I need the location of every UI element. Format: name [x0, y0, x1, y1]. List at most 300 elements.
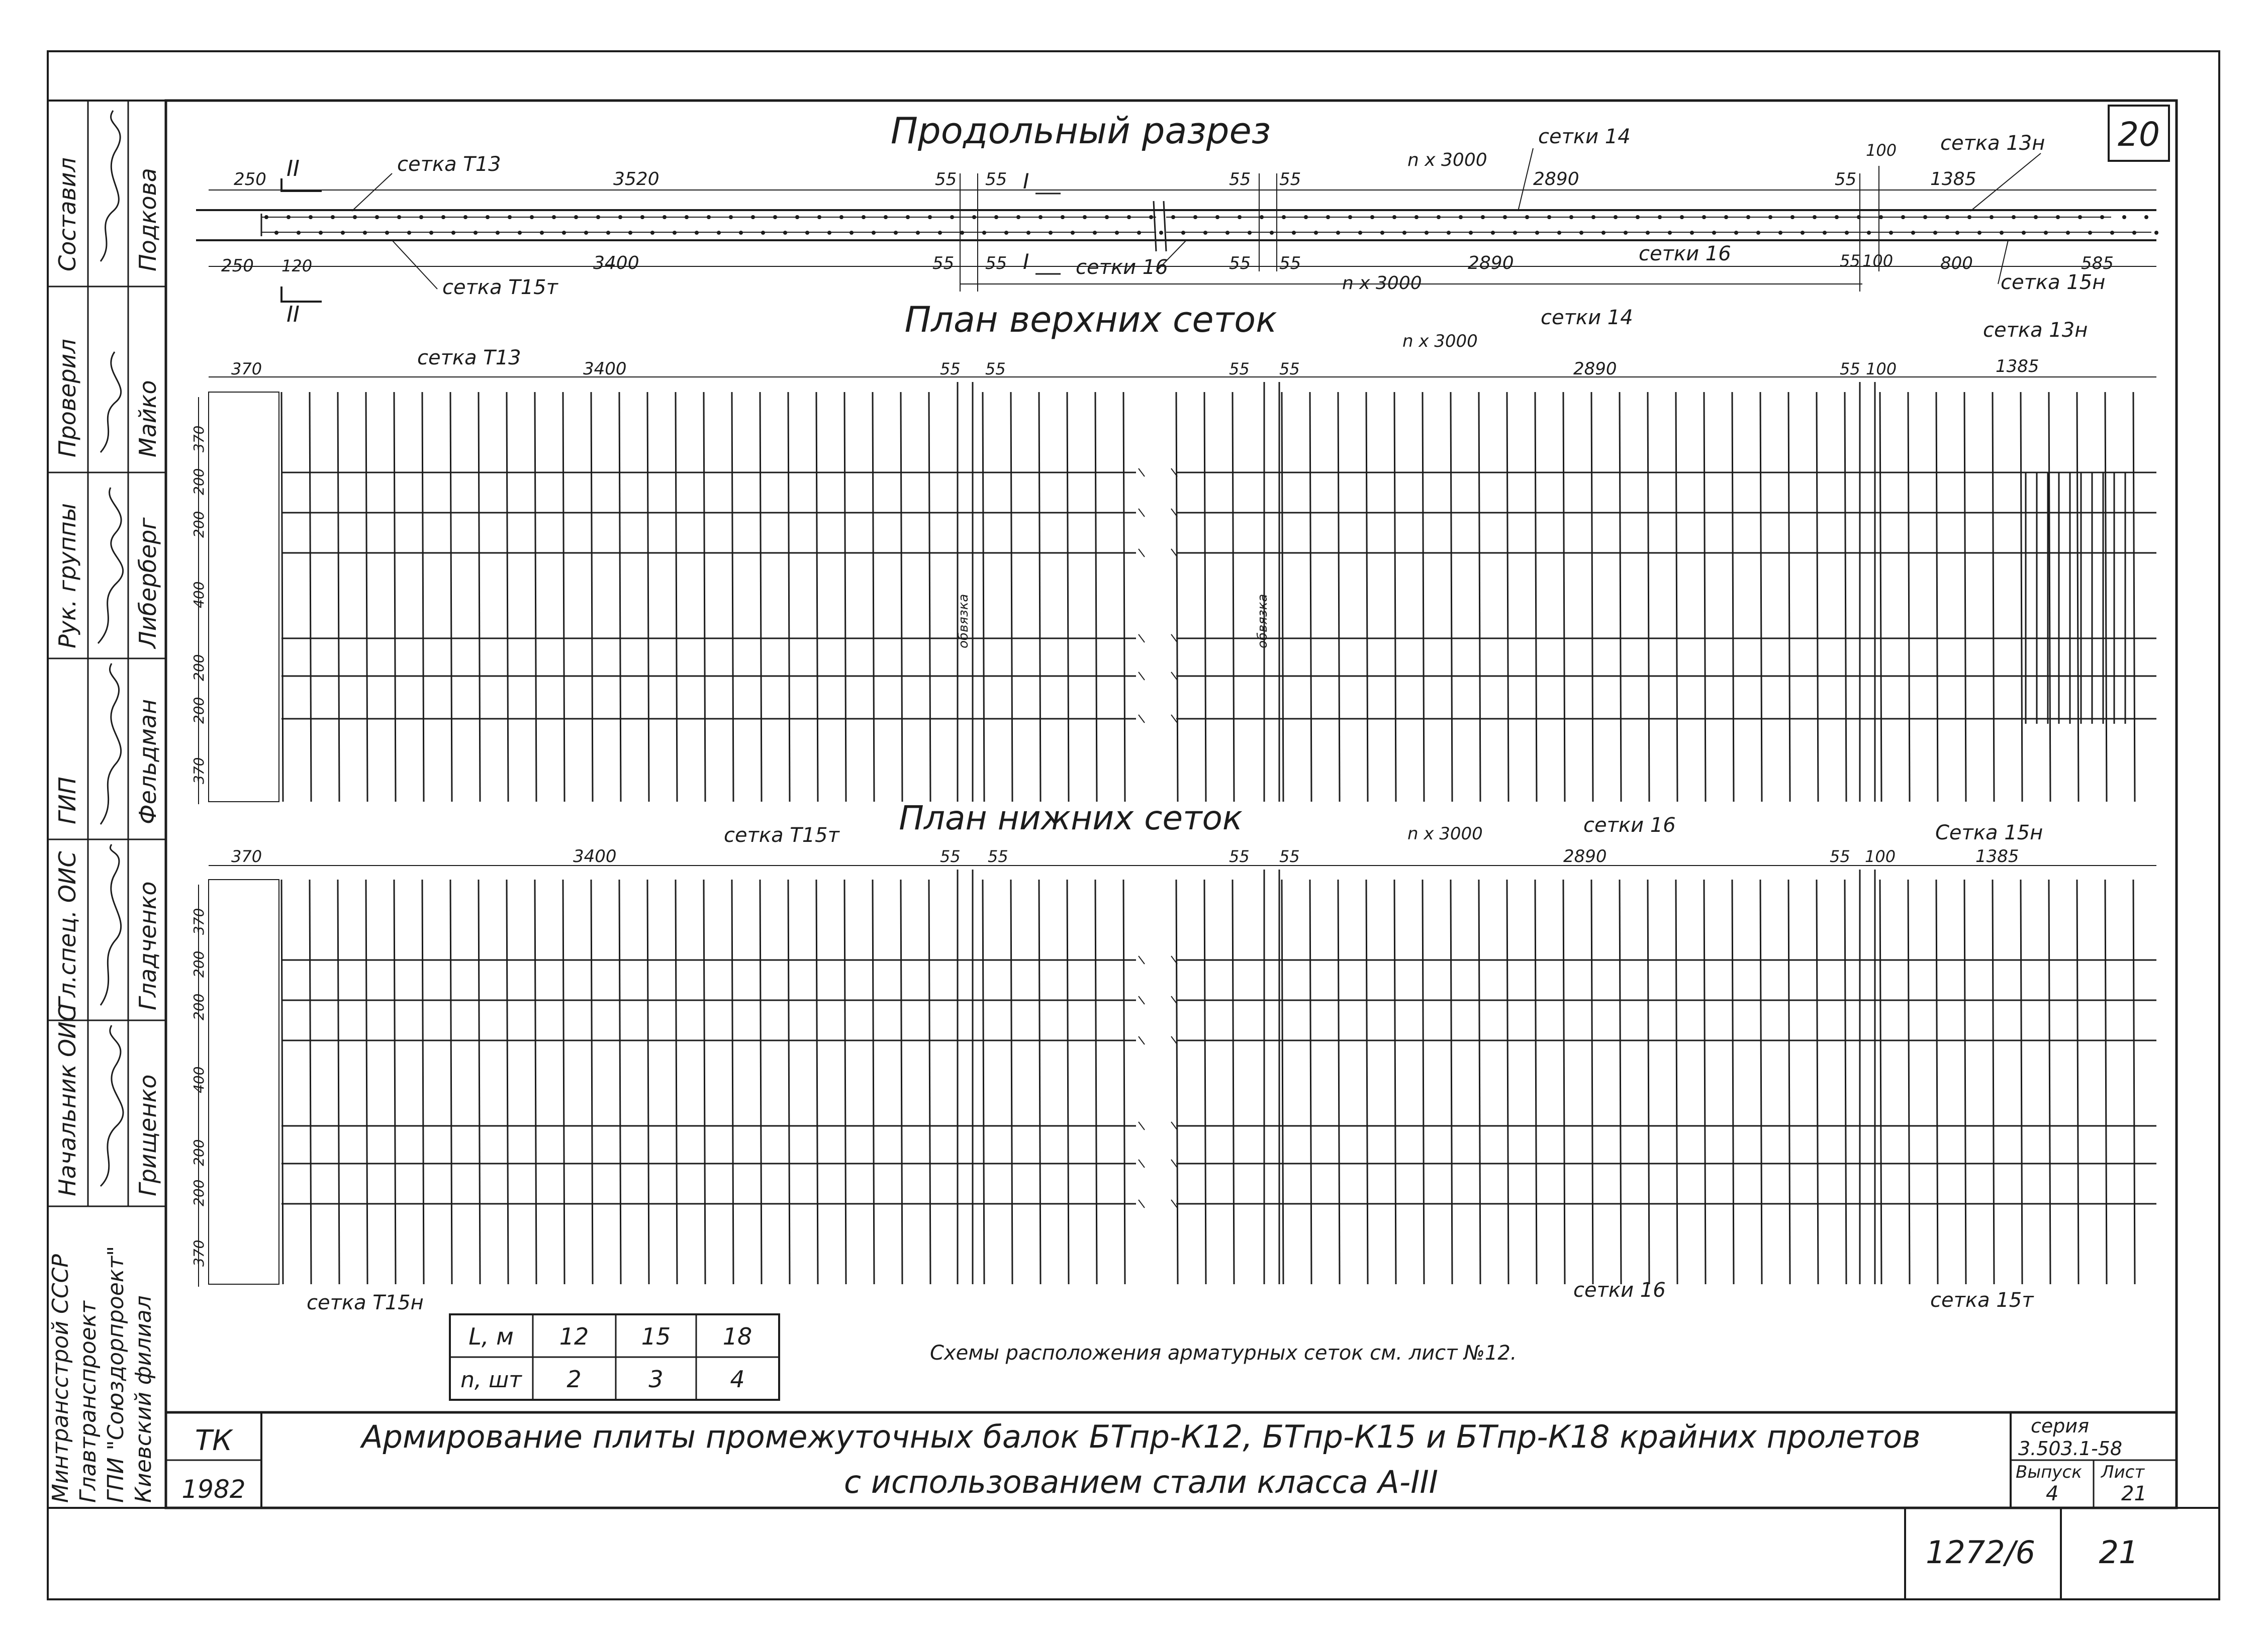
transverse-bar: [1620, 392, 1621, 802]
bottom-bar-dot: [562, 231, 566, 235]
top-bar-dot: [1503, 215, 1507, 219]
bot-below-15t-label: сетка 15т: [1930, 1289, 2034, 1312]
transverse-bar: [1176, 880, 1178, 1284]
long-bot-dim-585: 585: [2081, 253, 2114, 273]
transverse-bar: [281, 392, 283, 802]
bottom-bar-dot: [2022, 231, 2026, 235]
transverse-bar: [310, 392, 311, 802]
bottom-bar-dot: [1358, 231, 1362, 235]
bot-below-t15n-label: сетка Т15н: [307, 1291, 424, 1314]
bottom-bar-dot: [938, 231, 942, 235]
longitudinal-section: [196, 110, 2158, 327]
top-bar-dot: [2056, 215, 2060, 219]
transverse-bar: [901, 392, 902, 802]
bottom-mesh-plan: [191, 799, 2156, 1314]
long-top-dim-3520: 3520: [613, 169, 659, 189]
top-bar-dot: [1171, 215, 1175, 219]
transverse-bar: [535, 392, 536, 802]
bottom-bar-dot: [1955, 231, 1959, 235]
long-mesh-14-label: сетки 14: [1538, 125, 1631, 148]
bot-dim-370: 370: [231, 847, 262, 866]
top-bar-dot: [441, 215, 445, 219]
bot-side-dim-7: 370: [191, 1239, 207, 1267]
transverse-bar: [1176, 392, 1178, 802]
transverse-bar: [1394, 392, 1396, 802]
top-mesh-plan: [191, 299, 2156, 804]
top-bar-dot: [1304, 215, 1308, 219]
transverse-bar: [1880, 392, 1881, 802]
transverse-bar: [450, 392, 452, 802]
long-bot-dim-120: 120: [281, 256, 313, 275]
bottom-plan-title: План нижних сеток: [899, 799, 1243, 837]
long-bot-dim-3400: 3400: [593, 253, 639, 273]
top-dim-55e: 55: [1840, 359, 1860, 378]
transverse-bar: [788, 880, 790, 1284]
bottom-bar-dot: [584, 231, 588, 235]
top-bar-dot: [1879, 215, 1883, 219]
bot-dim-3400: 3400: [573, 846, 617, 867]
stamp-name-3: Либерберг: [134, 517, 161, 648]
transverse-bar: [2077, 392, 2078, 802]
sheet-value: 21: [2121, 1482, 2147, 1505]
transverse-bar: [704, 880, 705, 1284]
transverse-bar: [1123, 392, 1125, 802]
top-bar-dot: [1193, 215, 1197, 219]
bottom-bar-dot: [1646, 231, 1650, 235]
transverse-bar: [844, 392, 846, 802]
top-mesh-grid: [209, 382, 2156, 802]
transverse-bar: [366, 880, 367, 1284]
bottom-bar-dot: [1402, 231, 1406, 235]
transverse-bar: [394, 392, 396, 802]
transverse-bar: [1095, 880, 1097, 1284]
top-bar-dot: [1437, 215, 1441, 219]
top-bar-dot: [2034, 215, 2038, 219]
title-year: 1982: [181, 1475, 246, 1504]
top-bar-dot: [353, 215, 357, 219]
bottom-bar-dot: [1624, 231, 1628, 235]
long-top-dim-nx3000: n x 3000: [1407, 150, 1487, 170]
transverse-bar: [1507, 392, 1508, 802]
transverse-bar: [1817, 880, 1818, 1284]
bottom-bar-dot: [606, 231, 610, 235]
bottom-bar-dot: [1734, 231, 1738, 235]
bar-break-mark: [1139, 1036, 1177, 1044]
bottom-bar-dot: [717, 231, 721, 235]
bar-break-mark: [1139, 1200, 1177, 1208]
transverse-bar: [2021, 880, 2022, 1284]
transverse-bar: [479, 392, 480, 802]
bottom-bar-dot: [761, 231, 765, 235]
bottom-bar-dot: [1535, 231, 1539, 235]
top-bar-dot: [817, 215, 821, 219]
transverse-bar: [1845, 880, 1846, 1284]
transverse-bar: [1676, 392, 1677, 802]
bot-side-dim-3: 200: [191, 993, 207, 1020]
transverse-bar: [1067, 880, 1069, 1284]
transverse-bar: [676, 880, 677, 1284]
top-mesh-t13-label: сетка Т13: [417, 346, 521, 369]
transverse-bar: [338, 392, 339, 802]
bottom-bar-dot: [1712, 231, 1716, 235]
transverse-bar: [2133, 392, 2135, 802]
table-r1-c3: 15: [641, 1323, 671, 1350]
transverse-bar: [1423, 880, 1424, 1284]
bottom-bar-dot: [1911, 231, 1915, 235]
transverse-bar: [479, 880, 480, 1284]
top-bar-dot: [1967, 215, 1971, 219]
top-bar-dot: [751, 215, 755, 219]
bot-dim-55d: 55: [1279, 847, 1300, 866]
transverse-bar: [1282, 392, 1283, 802]
bottom-bar-dot: [1093, 231, 1097, 235]
bottom-bar-dot: [1977, 231, 1981, 235]
bot-side-dim-6: 200: [191, 1179, 207, 1206]
transverse-bar: [1993, 392, 1994, 802]
bar-break-mark: [1139, 468, 1177, 476]
bottom-bar-dot: [496, 231, 500, 235]
top-dim-nx3000: n x 3000: [1402, 331, 1478, 351]
bottom-bar-dot: [849, 231, 854, 235]
bar-break-mark: [1139, 956, 1177, 964]
transverse-bar: [1676, 880, 1677, 1284]
bottom-bar-dot: [827, 231, 831, 235]
transverse-bar: [1451, 392, 1452, 802]
bottom-bar-dot: [872, 231, 876, 235]
edge-zone: [209, 880, 279, 1284]
approval-stamp: [48, 101, 166, 1503]
bot-mesh-t15-label: сетка Т15т: [724, 824, 839, 847]
top-bar-dot: [1260, 215, 1264, 219]
stamp-name-2: Майко: [134, 380, 161, 457]
top-bar-dot: [1901, 215, 1905, 219]
top-bar-dot: [685, 215, 689, 219]
top-bar-dot: [862, 215, 866, 219]
archive-number: 1272/6: [1925, 1534, 2036, 1571]
bottom-bar-dot: [1225, 231, 1230, 235]
transverse-bar: [1591, 392, 1593, 802]
bot-dim-nx3000: n x 3000: [1407, 824, 1483, 844]
long-bot-dim-nx3000: n x 3000: [1342, 273, 1422, 294]
bottom-bar-dot: [1270, 231, 1274, 235]
transverse-bar: [983, 392, 984, 802]
series-label: серия: [2031, 1415, 2089, 1437]
top-bar-dot: [1746, 215, 1750, 219]
long-top-dim-55b: 55: [985, 169, 1007, 189]
bottom-bar-dot: [1314, 231, 1318, 235]
top-bar-dot: [618, 215, 622, 219]
top-plan-title: План верхних сеток: [904, 299, 1277, 340]
top-bar-dot: [707, 215, 711, 219]
bottom-bar-dot: [1778, 231, 1782, 235]
top-side-dim-2: 200: [191, 468, 207, 495]
transverse-bar: [1394, 880, 1396, 1284]
transverse-bar: [2105, 880, 2107, 1284]
top-bar-dot: [1724, 215, 1728, 219]
transverse-bar: [1204, 880, 1206, 1284]
bottom-bar-dot: [1248, 231, 1252, 235]
transverse-bar: [1451, 880, 1452, 1284]
top-bar-dot: [729, 215, 733, 219]
transverse-bar: [1908, 392, 1910, 802]
transverse-bar: [732, 880, 733, 1284]
longitudinal-title: Продольный разрез: [890, 110, 1271, 152]
bottom-bar-dot: [1159, 231, 1163, 235]
bot-below-16-label: сетки 16: [1573, 1279, 1666, 1302]
bottom-bar-dot: [1336, 231, 1340, 235]
top-side-dim-3: 200: [191, 511, 207, 538]
transverse-bar: [366, 392, 367, 802]
top-side-dim-4: 400: [191, 581, 207, 608]
bot-dim-1385: 1385: [1975, 846, 2019, 867]
stamp-name-6: Грищенко: [134, 1074, 161, 1196]
top-bar-dot: [1813, 215, 1817, 219]
bottom-bar-dot: [1447, 231, 1451, 235]
top-overlap-label-1: обвязка: [956, 594, 971, 648]
transverse-bar: [1310, 880, 1311, 1284]
bottom-bar-dot: [297, 231, 301, 235]
top-bar-dot: [928, 215, 932, 219]
long-bot-dim-55d: 55: [1279, 253, 1301, 273]
title-code: ТК: [195, 1424, 232, 1457]
transverse-bar: [1011, 392, 1012, 802]
transverse-bar: [1936, 880, 1938, 1284]
bottom-bar-dot: [1690, 231, 1694, 235]
bottom-bar-dot: [363, 231, 367, 235]
transverse-bar: [591, 880, 593, 1284]
transverse-bar: [1760, 392, 1762, 802]
top-bar-dot: [1636, 215, 1640, 219]
bottom-bar-dot: [1137, 231, 1141, 235]
top-bar-dot: [2122, 215, 2126, 219]
top-dim-2890: 2890: [1573, 359, 1617, 379]
transverse-bar: [1507, 880, 1508, 1284]
transverse-bar: [1704, 880, 1706, 1284]
transverse-bar: [394, 880, 396, 1284]
transverse-bar: [1880, 880, 1881, 1284]
top-bar-dot: [1525, 215, 1529, 219]
transverse-bar: [338, 880, 339, 1284]
top-bar-dot: [508, 215, 512, 219]
transverse-bar: [1993, 880, 1994, 1284]
section-break: [1154, 201, 1166, 251]
sheet-label: Лист: [2101, 1462, 2145, 1482]
bottom-bar-dot: [274, 231, 278, 235]
long-top-dim-55a: 55: [935, 169, 957, 189]
bottom-bar-dot: [518, 231, 522, 235]
transverse-bar: [1817, 392, 1818, 802]
long-mesh-13n-label: сетка 13н: [1940, 132, 2045, 155]
top-bar-dot: [2144, 215, 2148, 219]
stamp-org-1: Минтрансстрой СССР: [48, 1254, 73, 1503]
transverse-bar: [1366, 880, 1368, 1284]
stamp-role-6: Начальник ОИС: [54, 1005, 81, 1196]
top-bar-dot: [1414, 215, 1419, 219]
long-bot-dim-55e: 55: [1840, 251, 1860, 270]
bottom-bar-dot: [1049, 231, 1053, 235]
table-r1-c2: 12: [559, 1323, 589, 1350]
transverse-bar: [844, 880, 846, 1284]
bottom-bar-dot: [2154, 231, 2158, 235]
bottom-bar-dot: [1756, 231, 1760, 235]
top-bar-dot: [309, 215, 313, 219]
bottom-bar-dot: [1801, 231, 1805, 235]
issue-value: 4: [2046, 1482, 2059, 1505]
stamp-role-3: Рук. группы: [54, 503, 81, 648]
top-bar-dot: [1768, 215, 1772, 219]
bottom-bar-dot: [1933, 231, 1937, 235]
top-dim-370: 370: [231, 359, 262, 378]
transverse-bar: [816, 880, 818, 1284]
transverse-bar: [1563, 880, 1565, 1284]
top-bar-dot: [552, 215, 556, 219]
transverse-bar: [1620, 880, 1621, 1284]
top-bar-dot: [1547, 215, 1551, 219]
stamp-signature-5: [101, 844, 121, 1005]
transverse-bar: [676, 392, 677, 802]
transverse-bar: [929, 880, 930, 1284]
transverse-bar: [873, 880, 874, 1284]
transverse-bar: [901, 880, 902, 1284]
long-bot-dim-100: 100: [1862, 251, 1894, 270]
stamp-signature-4: [101, 663, 121, 824]
top-bar-dot: [1392, 215, 1396, 219]
stamp-name-5: Гладченко: [134, 881, 161, 1010]
top-bar-dot: [906, 215, 910, 219]
top-side-dim-6: 200: [191, 697, 207, 724]
top-bar-dot: [1370, 215, 1374, 219]
long-bot-dim-250: 250: [221, 256, 254, 276]
bottom-bar-dot: [1513, 231, 1517, 235]
transverse-bar: [873, 392, 874, 802]
stamp-signature-6: [101, 1025, 123, 1186]
transverse-bar: [1233, 880, 1234, 1284]
top-bar-dot: [419, 215, 423, 219]
top-bar-dot: [994, 215, 998, 219]
transverse-bar: [281, 880, 283, 1284]
top-bar-dot: [1680, 215, 1684, 219]
transverse-bar: [647, 392, 649, 802]
bottom-bar-dot: [894, 231, 898, 235]
bottom-bar-dot: [1668, 231, 1672, 235]
cut-mark-i-top: I: [1023, 169, 1029, 194]
long-mesh-t15-label: сетка Т15т: [442, 276, 558, 299]
top-bar-dot: [1038, 215, 1043, 219]
long-bot-dim-800: 800: [1940, 253, 1973, 273]
transverse-bar: [1704, 392, 1706, 802]
transverse-bar: [929, 392, 930, 802]
top-bar-dot: [839, 215, 843, 219]
top-bar-dot: [640, 215, 644, 219]
transverse-bar: [1011, 880, 1012, 1284]
transverse-bar: [816, 392, 818, 802]
top-bar-dot: [2100, 215, 2104, 219]
bottom-bar-dot: [1601, 231, 1605, 235]
bottom-bar-dot: [1181, 231, 1185, 235]
top-dim-100: 100: [1866, 359, 1897, 378]
transverse-bar: [422, 392, 424, 802]
bottom-bar-dot: [1557, 231, 1561, 235]
bottom-bar-dot: [2044, 231, 2048, 235]
top-side-dim-1: 370: [191, 425, 207, 452]
transverse-bar: [1535, 392, 1537, 802]
top-bar-dot: [1016, 215, 1020, 219]
table-r2-c2: 2: [566, 1366, 582, 1393]
transverse-bar: [1338, 880, 1340, 1284]
transverse-bar: [1732, 392, 1734, 802]
table-r1-c4: 18: [722, 1323, 752, 1350]
top-bar-dot: [2078, 215, 2082, 219]
series-value: 3.503.1-58: [2018, 1438, 2123, 1460]
long-mesh-15n-label: сетка 15н: [2001, 271, 2106, 294]
issue-label: Выпуск: [2016, 1462, 2082, 1482]
top-overlap-label-2: обвязка: [1255, 594, 1270, 648]
stamp-role-5: Гл.спец. ОИС: [54, 851, 81, 1010]
bottom-bar-dot: [1115, 231, 1119, 235]
top-bar-dot: [530, 215, 534, 219]
title-block: [48, 1412, 2219, 1599]
top-bar-dot: [1591, 215, 1595, 219]
bot-dim-55a: 55: [940, 847, 961, 866]
bar-break-mark: [1139, 1160, 1177, 1168]
top-bar-dot: [2012, 215, 2016, 219]
transverse-bar: [1563, 392, 1565, 802]
transverse-bar: [1095, 392, 1097, 802]
top-bar-dot: [287, 215, 291, 219]
transverse-bar: [1067, 392, 1069, 802]
long-top-dim-1385: 1385: [1930, 169, 1976, 189]
top-bar-dot: [1614, 215, 1618, 219]
transverse-bar: [1591, 880, 1593, 1284]
bottom-bar-dot: [1004, 231, 1008, 235]
bar-break-mark: [1139, 1122, 1177, 1130]
bottom-bar-dot: [429, 231, 433, 235]
bottom-mesh-grid: [209, 870, 2156, 1284]
stamp-name-1: Подкова: [134, 168, 161, 271]
top-bar-dot: [574, 215, 578, 219]
span-count-table: [450, 1314, 779, 1400]
top-dim-55d: 55: [1279, 359, 1300, 378]
top-bar-dot: [773, 215, 777, 219]
top-bar-dot: [1149, 215, 1153, 219]
transverse-bar: [760, 392, 762, 802]
transverse-bar: [732, 392, 733, 802]
transverse-bar: [591, 392, 593, 802]
top-bar-dot: [1061, 215, 1065, 219]
transverse-bar: [2105, 392, 2107, 802]
top-bar-dot: [795, 215, 799, 219]
bottom-bar-dot: [1867, 231, 1871, 235]
bottom-bar-dot: [739, 231, 743, 235]
top-bar-dot: [1215, 215, 1219, 219]
stamp-role-2: Проверил: [54, 339, 81, 457]
long-top-dim-250: 250: [234, 169, 266, 189]
bot-side-dim-2: 200: [191, 950, 207, 978]
mesh-layout-note: Схемы расположения арматурных сеток см. лист №12.: [930, 1342, 1517, 1365]
transverse-bar: [1936, 392, 1938, 802]
long-top-dim-55e: 55: [1835, 169, 1857, 189]
top-bar-dot: [1481, 215, 1485, 219]
bot-mesh-16-label: сетки 16: [1583, 814, 1676, 837]
transverse-bar: [1039, 392, 1041, 802]
transverse-bar: [619, 880, 621, 1284]
bar-break-mark: [1139, 672, 1177, 680]
long-mesh-t13-label: сетка Т13: [397, 153, 501, 176]
top-bar-dot: [596, 215, 600, 219]
bot-dim-100: 100: [1865, 847, 1896, 866]
drawing-title-line-1: Армирование плиты промежуточных балок БТпр-К12, БТпр-К15 и БТпр-К18 крайних пролетов: [361, 1418, 1921, 1455]
bottom-bar-dot: [1845, 231, 1849, 235]
